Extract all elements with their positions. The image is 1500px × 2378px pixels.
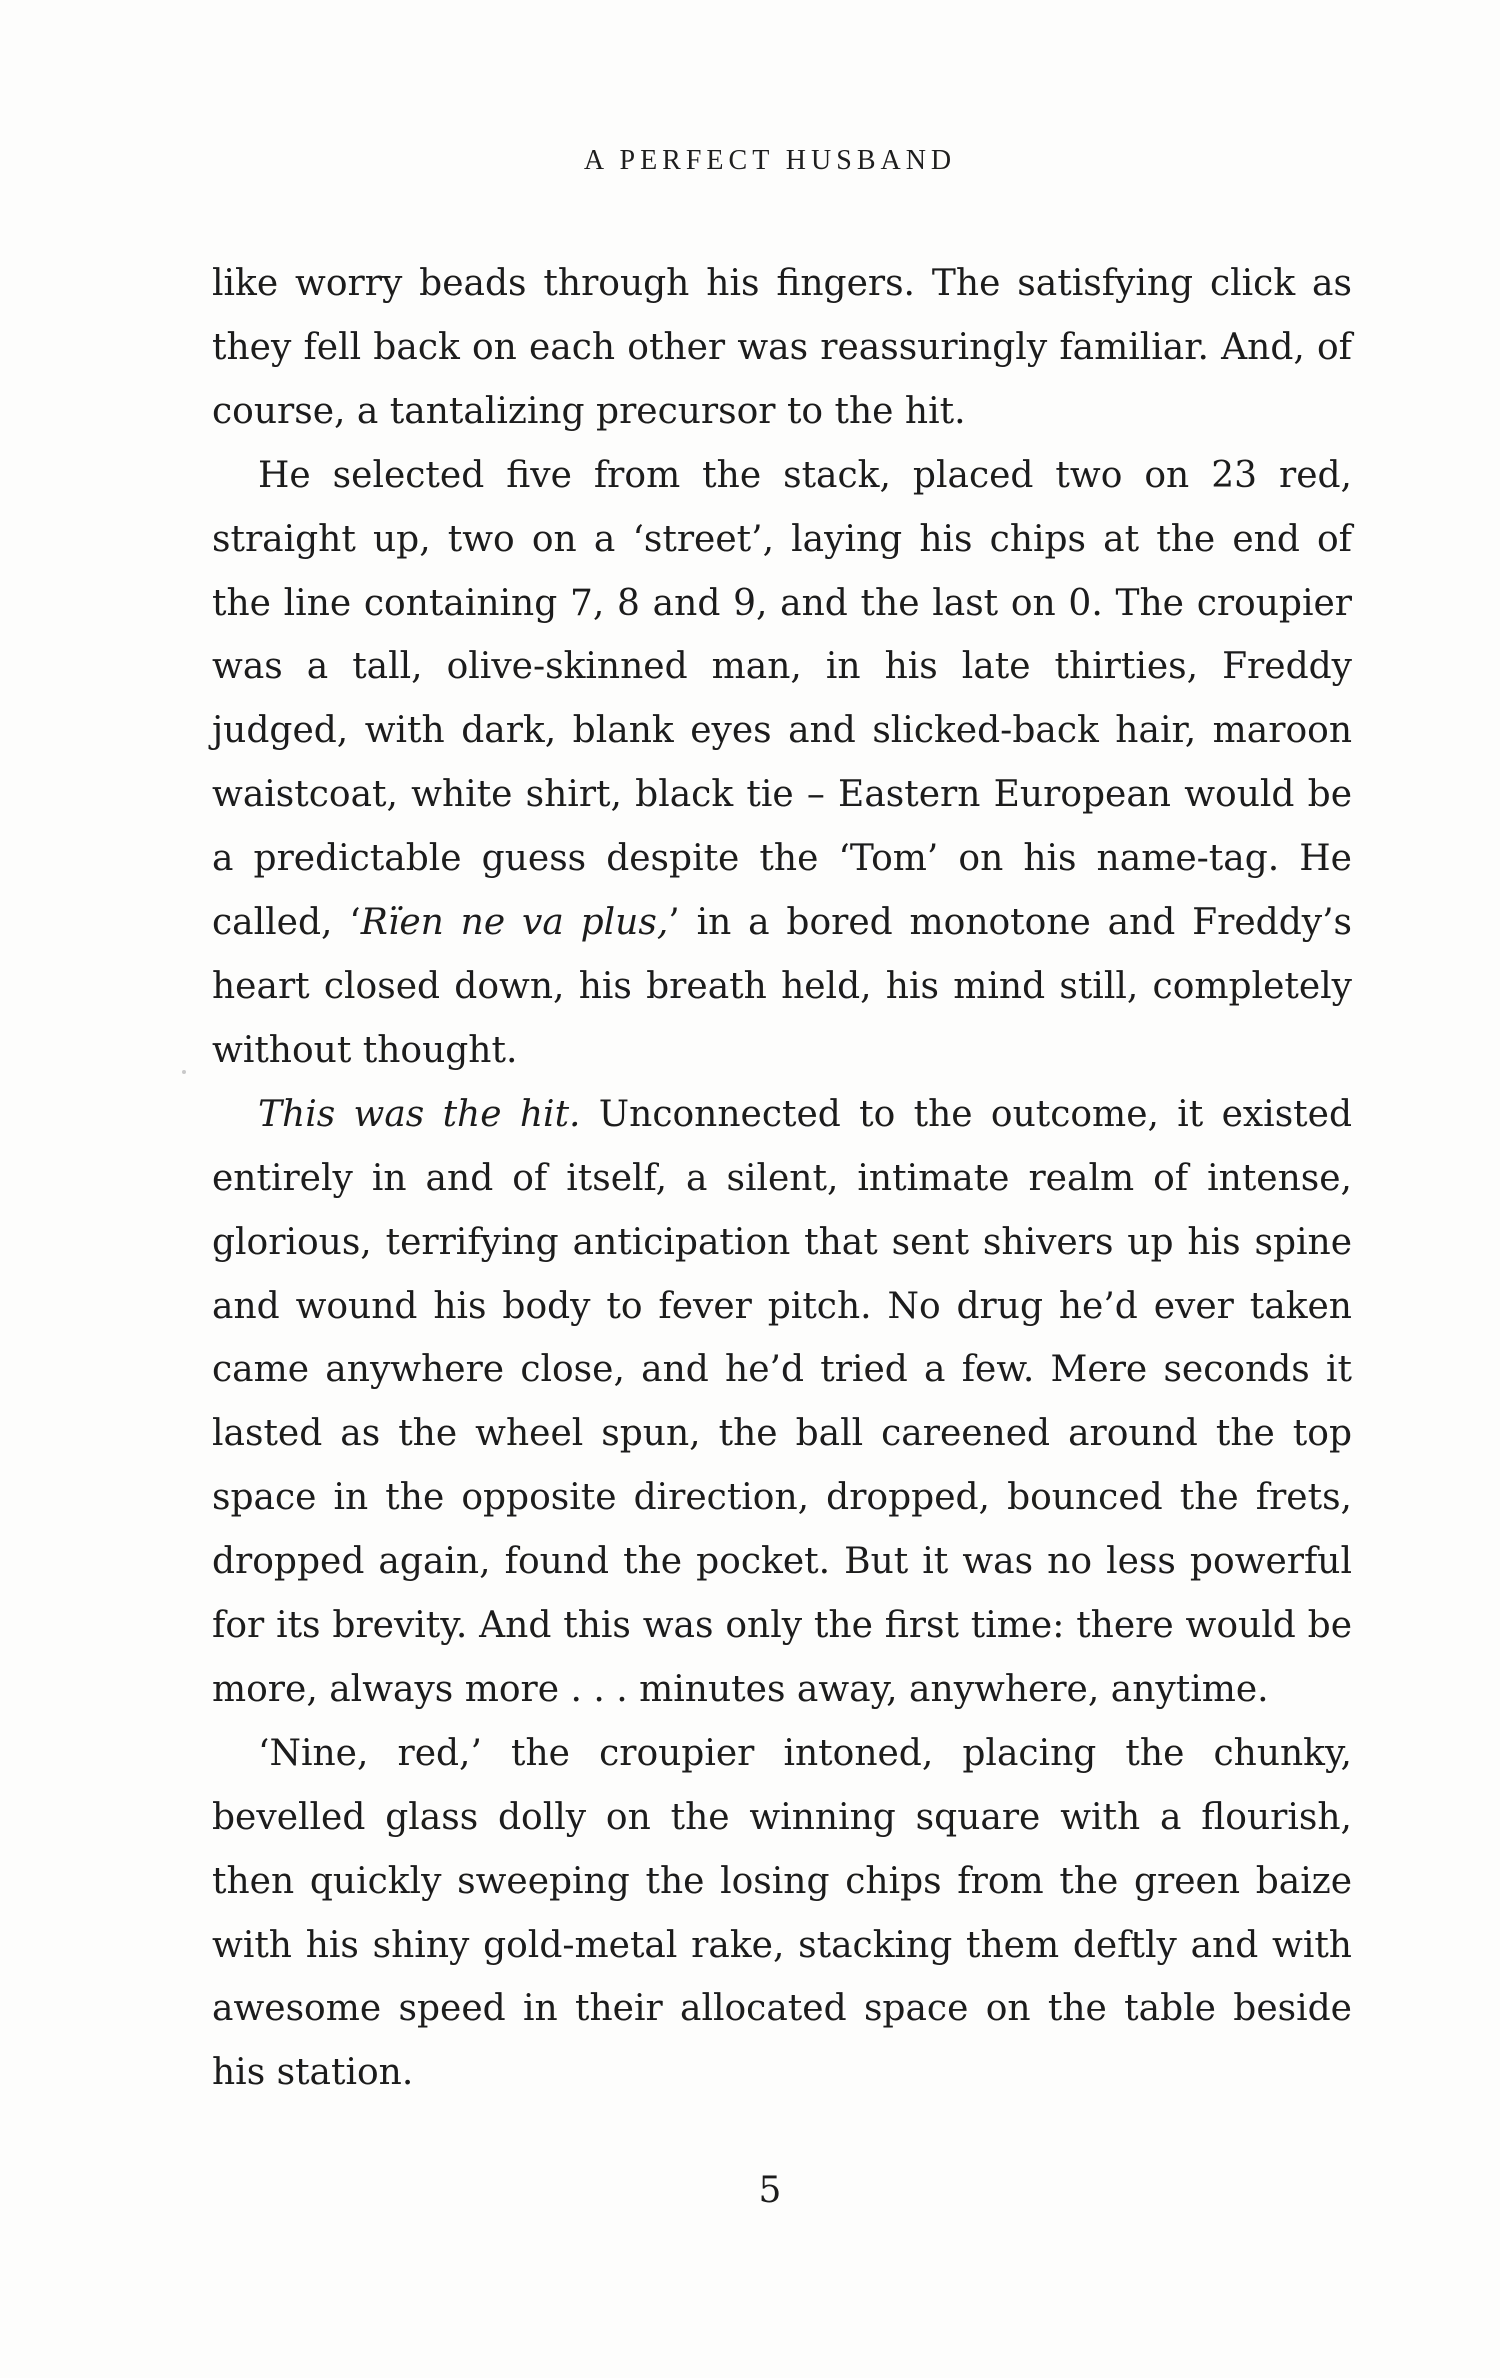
page-number: 5	[758, 2170, 782, 2211]
paragraph-2-end: ’ in a bored monotone and Freddy’s heart closed down, his breath held, his mind still, completely without thought.	[212, 902, 1352, 1071]
running-head: A PERFECT HUSBAND	[583, 145, 957, 176]
paragraph-1: like worry beads through his fingers. The satisfying click as they fell back on each other was reassuringly familiar. And, of course, a tantalizing precursor to the hit.	[212, 263, 1352, 432]
body-text	[212, 252, 1352, 2105]
paragraph-3	[212, 1083, 1352, 1722]
paragraph-2	[212, 444, 1352, 1083]
paragraph-3-text: Unconnected to the outcome, it existed entirely in and of itself, a silent, intimate realm of intense, glorious, terrifying anticipation that sent shivers up his spine and wound his body to fever pitch. No drug he’d ever taken came anywhere close, and he’d tried a few. Mere seconds it lasted as the wheel spun, the ball careened around the top space in the opposite direction, dropped, bounced the frets, dropped again, found the pocket. But it was no less powerful for its brevity. And this was only the first time: there would be more, always more . . . minutes away, anywhere, anytime.	[212, 1093, 1352, 1710]
paragraph-2-text: He selected five from the stack, placed two on 23 red, straight up, two on a ‘street’, laying his chips at the end of the line containing 7, 8 and 9, and the last on 0. The croupier was a tall, olive-skinned man, in his late thirties, Freddy judged, with dark, blank eyes and slicked-back hair, maroon waistcoat, white shirt, black tie – Eastern European would be a predictable guess despite the ‘Tom’ on his name-tag. He called, ‘	[212, 454, 1352, 944]
paragraph-3-italic: This was the hit.	[258, 1093, 581, 1135]
paragraph-2-italic: Rïen ne va plus,	[360, 902, 669, 944]
paper-speck	[182, 1070, 186, 1074]
paragraph-4: ‘Nine, red,’ the croupier intoned, placing the chunky, bevelled glass dolly on the winning square with a flourish, then quickly sweeping the losing chips from the green baize with his shiny gold-metal rake, stacking them deftly and with awesome speed in their allocated space on the table beside his station.	[212, 1732, 1352, 2094]
